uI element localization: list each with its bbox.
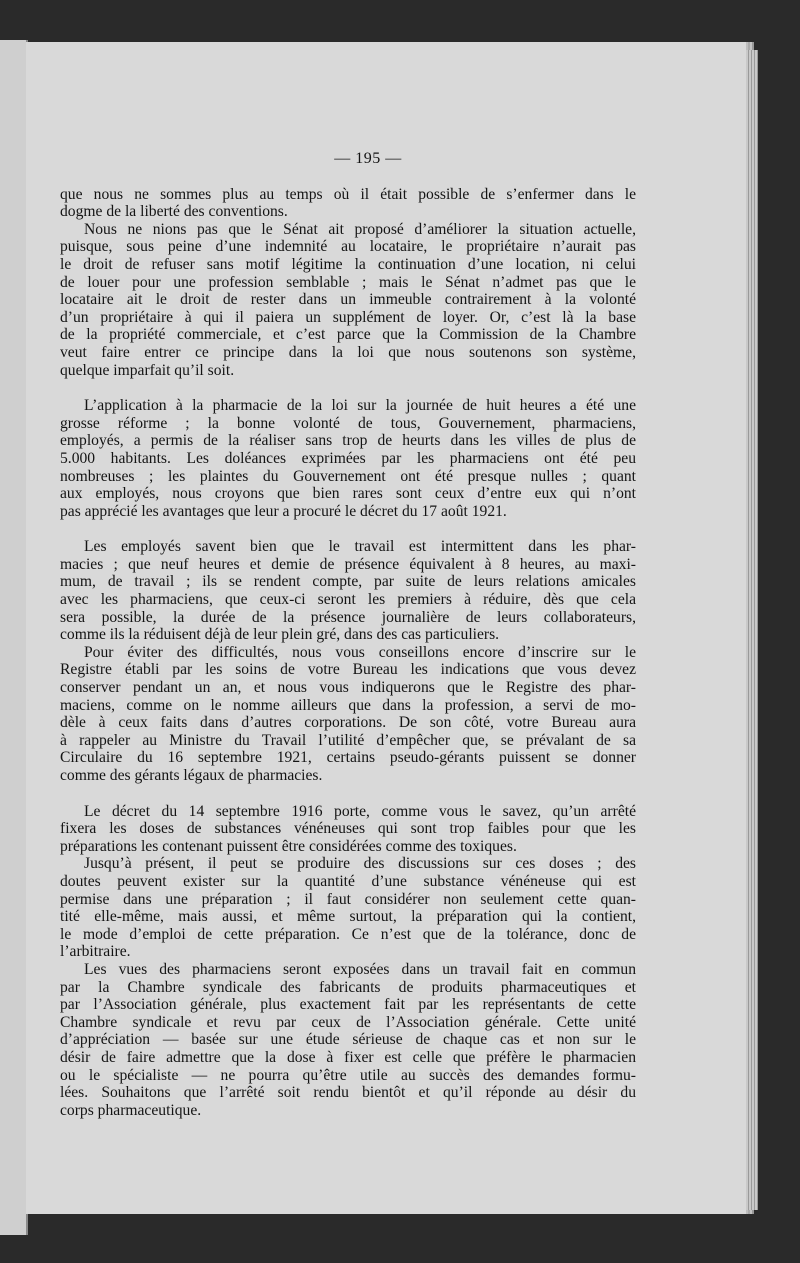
text-line: pas apprécié les avantages que leur a procuré le décret du 17 août 1921. <box>60 502 507 520</box>
body-text <box>60 186 636 1120</box>
text-line: conserver pendant un an, et nous vous indiquerons que le Registre des phar- <box>60 679 636 697</box>
text-line: aux employés, nous croyons que bien rares sont ceux d’entre eux qui n’ont <box>60 485 636 503</box>
text-line: avec les pharmaciens, que ceux-ci seront les premiers à réduire, dès que cela <box>60 591 636 609</box>
paragraph <box>60 803 636 856</box>
book-page <box>26 42 746 1214</box>
paragraph <box>60 186 636 221</box>
text-line: fixera les doses de substances vénéneuses qui sont trop faibles pour que les <box>60 820 636 838</box>
text-line: à rappeler au Ministre du Travail l’utilité d’empêcher que, se prévalant de sa <box>60 731 636 749</box>
text-line: Nous ne nions pas que le Sénat ait proposé d’améliorer la situation actuelle, <box>84 220 636 238</box>
text-line: 5.000 habitants. Les doléances exprimées par les pharmaciens ont été peu <box>60 449 636 467</box>
text-line: d’un propriétaire à qui il paiera un supplément de loyer. Or, c’est là la base <box>60 308 636 326</box>
text-line: locataire ait le droit de rester dans un immeuble contrairement à la volonté <box>60 291 636 309</box>
text-line: le mode d’emploi de cette préparation. Ce n’est que de la tolérance, donc de <box>60 925 636 943</box>
text-line: employés, a permis de la réaliser sans trop de heurts dans les villes de plus de <box>60 432 636 450</box>
paragraph <box>60 397 636 520</box>
text-line: le droit de refuser sans motif légitime la continuation d’une location, ni celui <box>60 255 636 273</box>
text-line: Pour éviter des difficultés, nous vous conseillons encore d’inscrire sur le <box>84 643 636 661</box>
text-line: L’application à la pharmacie de la loi sur la journée de huit heures a été une <box>84 397 636 415</box>
text-line: par la Chambre syndicale des fabricants de produits pharmaceutiques et <box>60 978 636 996</box>
paragraph <box>60 644 636 785</box>
text-line: comme des gérants légaux de pharmacies. <box>60 767 323 784</box>
text-line: macies ; que neuf heures et demie de présence équivalent à 8 heures, au maxi- <box>60 555 636 573</box>
text-line: lées. Souhaitons que l’arrêté soit rendu bientôt et qu’il réponde au désir du <box>60 1084 636 1102</box>
text-line: Registre établi par les soins de votre Bureau les indications que vous devez <box>60 661 636 679</box>
adjacent-page-edge <box>0 40 28 1235</box>
text-line: nombreuses ; les plaintes du Gouvernement ont été presque nulles ; quant <box>60 467 636 485</box>
paragraph <box>60 538 636 644</box>
text-line: doutes peuvent exister sur la quantité d’une substance vénéneuse qui est <box>60 872 636 890</box>
text-line: préparations les contenant puissent être considérées comme des toxiques. <box>60 837 517 855</box>
text-line: tité elle-même, mais aussi, et même surtout, la préparation qui la contient, <box>60 908 636 926</box>
text-line: Circulaire du 16 septembre 1921, certains pseudo-gérants puissent se donner <box>60 749 636 767</box>
text-line: de louer pour une profession semblable ; mais le Sénat n’admet pas que le <box>60 273 636 291</box>
text-line: d’appréciation — basée sur une étude sérieuse de chaque cas et non sur le <box>60 1031 636 1049</box>
page-number: — 195 — <box>334 150 402 167</box>
text-line: Les vues des pharmaciens seront exposées dans un travail fait en commun <box>84 960 636 978</box>
text-line: de la propriété commerciale, et c’est parce que la Commission de la Chambre <box>60 326 636 344</box>
text-line: mum, de travail ; ils se rendent compte, par suite de leurs relations amicales <box>60 573 636 591</box>
text-line: quelque imparfait qu’il soit. <box>60 361 235 379</box>
text-line: permise dans une préparation ; il faut considérer non seulement cette quan- <box>60 890 636 908</box>
page-stack-edges <box>746 50 758 1210</box>
text-line: Chambre syndicale et revu par ceux de l’Association générale. Cette unité <box>60 1013 636 1031</box>
text-line: dogme de la liberté des conventions. <box>60 203 288 221</box>
text-line: sera possible, la durée de la présence journalière de leurs collaborateurs, <box>60 608 636 626</box>
text-line: l’arbitraire. <box>60 943 131 961</box>
page-text <box>60 150 636 1119</box>
paragraph <box>60 961 636 1119</box>
text-line: dèle à ceux faits dans d’autres corporations. De son côté, votre Bureau aura <box>60 714 636 732</box>
text-line: Le décret du 14 septembre 1916 porte, comme vous le savez, qu’un arrêté <box>84 802 636 820</box>
text-line: désir de faire admettre que la dose à fixer est celle que préfère le pharmacien <box>60 1048 636 1066</box>
text-line: Les employés savent bien que le travail est intermittent dans les phar- <box>84 538 636 556</box>
text-line: ou le spécialiste — ne pourra qu’être utile au succès des demandes formu- <box>60 1066 636 1084</box>
paragraph <box>60 221 636 379</box>
text-line: par l’Association générale, plus exactement fait par les représentants de cette <box>60 996 636 1014</box>
text-line: veut faire entrer ce principe dans la loi que nous soutenons son système, <box>60 343 636 361</box>
text-line: comme ils la réduisent déjà de leur plein gré, dans des cas particuliers. <box>60 626 500 644</box>
text-line: puisque, sous peine d’une indemnité au locataire, le propriétaire n’aurait pas <box>60 238 636 256</box>
paragraph <box>60 855 636 961</box>
text-line: corps pharmaceutique. <box>60 1101 202 1119</box>
text-line: grosse réforme ; la bonne volonté de tous, Gouvernement, pharmaciens, <box>60 414 636 432</box>
text-line: Jusqu’à présent, il peut se produire des discussions sur ces doses ; des <box>84 855 636 873</box>
text-line: que nous ne sommes plus au temps où il était possible de s’enfermer dans le <box>60 185 636 203</box>
text-line: maciens, comme on le nomme ailleurs que dans la profession, a servi de mo- <box>60 696 636 714</box>
